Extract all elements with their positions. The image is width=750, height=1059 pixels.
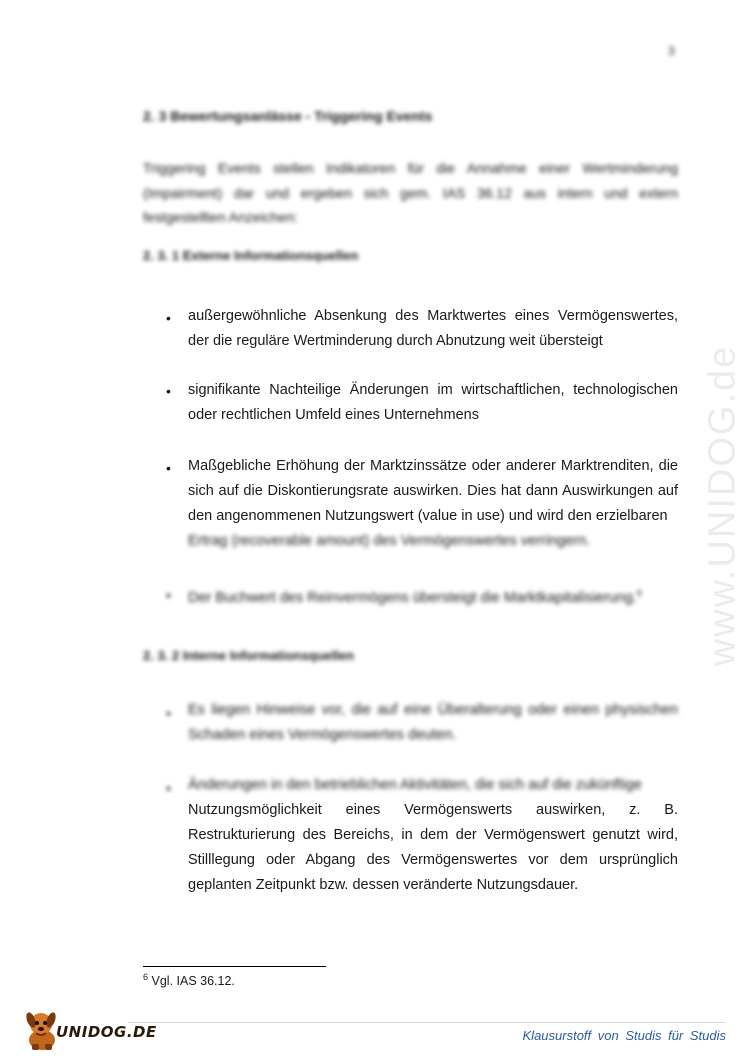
footnote — [143, 972, 235, 988]
unidog-logo[interactable] — [22, 1008, 157, 1052]
list-item — [188, 581, 678, 611]
bullet-icon: • — [166, 460, 171, 476]
watermark-text: www.UNIDOG.de — [701, 344, 744, 666]
list-item — [188, 773, 678, 898]
footnote-text: Vgl. IAS 36.12. — [151, 974, 235, 989]
bullet-icon: • — [166, 310, 171, 326]
bullet-icon: • — [166, 705, 171, 721]
list-item — [188, 454, 678, 554]
list-item: Es liegen Hinweise vor, die auf eine Überalterung oder einen physischen Schaden eines Vermögenswertes deuten. — [188, 702, 678, 743]
bullet-icon: • — [166, 383, 171, 399]
bullet-icon: • — [166, 780, 171, 796]
list-item: signifikante Nachteilige Änderungen im wirtschaftlichen, technologischen oder rechtlichen Umfeld eines Unternehmens — [188, 382, 678, 423]
list-item-text-continued: Ertrag (recoverable amount) des Vermögenswertes verringern. — [188, 533, 591, 549]
logo-text: UNIDOG.DE — [56, 1023, 157, 1041]
footer-tagline: Klausurstoff von Studis für Studis — [522, 1028, 726, 1043]
footer-divider — [128, 1022, 726, 1023]
section-intro: Triggering Events stellen Indikatoren für die Annahme einer Wertminderung (Impairment) dar und ergeben sich gem. IAS 36.12 aus intern und extern festgestellten Anzeichen: — [143, 160, 678, 225]
watermark — [701, 275, 744, 735]
page-number: 3 — [668, 44, 675, 58]
list-item-text: Änderungen in den betrieblichen Aktivitäten, die sich auf die zukünftige — [188, 777, 642, 793]
list-item-text-continued: Nutzungsmöglichkeit eines Vermögenswerts auswirken, z. B. Restrukturierung des Bereichs, in dem der Vermögenswert genutzt wird, Stilllegung oder Abgang des Vermögenswertes vor dem ursprünglich geplanten Zeitpunkt bzw. dessen veränderte Nutzungsdauer. — [188, 802, 678, 893]
footnote-divider — [143, 966, 326, 967]
section-heading: 2. 3 Bewertungsanlässe - Triggering Events — [143, 108, 433, 124]
bullet-icon: • — [166, 587, 171, 603]
footnote-mark: 6 — [143, 972, 149, 982]
list-item-text: Der Buchwert des Reinvermögens übersteigt die Marktkapitalisierung. — [188, 589, 637, 606]
list-item: außergewöhnliche Absenkung des Marktwertes eines Vermögenswertes, der die reguläre Wertminderung durch Abnutzung weit übersteigt — [188, 308, 678, 349]
list-item-text: Maßgebliche Erhöhung der Marktzinssätze oder anderer Marktrenditen, die sich auf die Diskontierungsrate auswirken. Dies hat dann Auswirkungen auf den angenommenen Nutzungswert (value in use) und wird den erzielbaren — [188, 458, 678, 524]
footnote-reference: 6 — [636, 588, 642, 598]
external-heading: 2. 3. 1 Externe Informationsquellen — [143, 248, 359, 263]
internal-heading: 2. 3. 2 Interne Informationsquellen — [143, 648, 354, 663]
